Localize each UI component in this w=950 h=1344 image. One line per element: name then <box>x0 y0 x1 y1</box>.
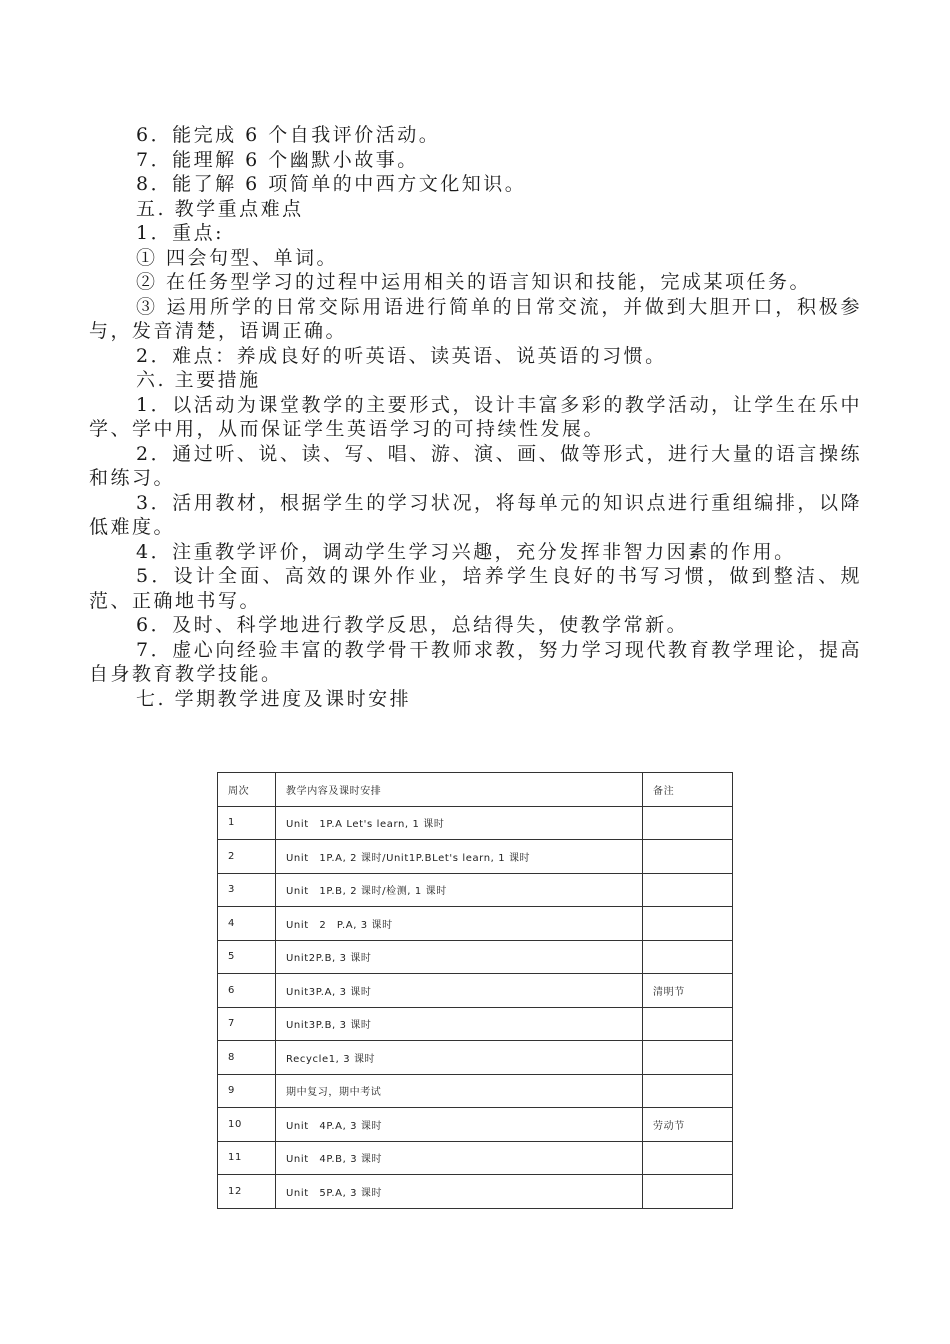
document-body <box>89 123 862 711</box>
schedule-table <box>217 772 733 1209</box>
cell-notes <box>643 840 733 874</box>
table-row <box>218 907 733 941</box>
cell-notes <box>643 1141 733 1175</box>
paragraph: 2．难点：养成良好的听英语、读英语、说英语的习惯。 <box>136 344 667 367</box>
cell-week: 10 <box>218 1108 276 1142</box>
cell-week: 3 <box>218 873 276 907</box>
cell-week: 1 <box>218 806 276 840</box>
cell-content: Unit3P.A, 3 课时 <box>276 974 643 1008</box>
cell-week: 5 <box>218 940 276 974</box>
paragraph: 7．虚心向经验丰富的教学骨干教师求教，努力学习现代教育教学理论，提高自身教育教学技能。 <box>89 638 862 685</box>
paragraph: 1．以活动为课堂教学的主要形式，设计丰富多彩的教学活动，让学生在乐中学、学中用，从而保证学生英语学习的可持续性发展。 <box>89 393 862 440</box>
table-row <box>218 873 733 907</box>
schedule-table-wrapper <box>217 772 733 1209</box>
table-row <box>218 1007 733 1041</box>
cell-content: Recycle1, 3 课时 <box>276 1041 643 1075</box>
paragraph: 1．重点: <box>136 222 224 244</box>
cell-week: 12 <box>218 1175 276 1209</box>
cell-notes <box>643 1041 733 1075</box>
cell-week: 6 <box>218 974 276 1008</box>
table-row <box>218 1175 733 1209</box>
cell-content: Unit 4P.A, 3 课时 <box>276 1108 643 1142</box>
header-notes: 备注 <box>643 773 733 807</box>
cell-week: 9 <box>218 1074 276 1108</box>
paragraph: 4．注重教学评价，调动学生学习兴趣，充分发挥非智力因素的作用。 <box>136 540 796 563</box>
cell-content: 期中复习，期中考试 <box>276 1074 643 1108</box>
section-heading: 五. 教学重点难点 <box>136 197 304 220</box>
paragraph: 6．及时、科学地进行教学反思，总结得失，使教学常新。 <box>136 614 689 636</box>
table-row <box>218 1108 733 1142</box>
paragraph: 6．能完成 6 个自我评价活动。 <box>136 124 441 146</box>
cell-week: 4 <box>218 907 276 941</box>
cell-week: 7 <box>218 1007 276 1041</box>
paragraph: ③ 运用所学的日常交际用语进行简单的日常交流，并做到大胆开口，积极参与，发音清楚，语调正确。 <box>89 295 862 342</box>
cell-notes <box>643 940 733 974</box>
cell-content: Unit 1P.A Let's learn, 1 课时 <box>276 806 643 840</box>
table-row <box>218 1041 733 1075</box>
cell-content: Unit 2 P.A, 3 课时 <box>276 907 643 941</box>
cell-notes <box>643 1007 733 1041</box>
header-content: 教学内容及课时安排 <box>276 773 643 807</box>
table-row <box>218 806 733 840</box>
table-row <box>218 1141 733 1175</box>
cell-content: Unit3P.B, 3 课时 <box>276 1007 643 1041</box>
header-week: 周次 <box>218 773 276 807</box>
cell-content: Unit 1P.A, 2 课时/Unit1P.BLet's learn, 1 课时 <box>276 840 643 874</box>
paragraph: 8．能了解 6 项简单的中西方文化知识。 <box>136 173 527 195</box>
cell-notes <box>643 1175 733 1209</box>
section-heading: 七. 学期教学进度及课时安排 <box>136 687 412 710</box>
paragraph: 3．活用教材，根据学生的学习状况，将每单元的知识点进行重组编排，以降低难度。 <box>89 491 862 538</box>
cell-content: Unit 5P.A, 3 课时 <box>276 1175 643 1209</box>
section-heading: 六. 主要措施 <box>136 369 261 391</box>
table-row <box>218 940 733 974</box>
cell-notes <box>643 907 733 941</box>
cell-week: 11 <box>218 1141 276 1175</box>
cell-content: Unit2P.B, 3 课时 <box>276 940 643 974</box>
cell-week: 8 <box>218 1041 276 1075</box>
table-row <box>218 974 733 1008</box>
paragraph: ① 四会句型、单词。 <box>136 246 339 269</box>
cell-notes: 清明节 <box>643 974 733 1008</box>
cell-notes <box>643 806 733 840</box>
cell-notes: 劳动节 <box>643 1108 733 1142</box>
cell-notes <box>643 1074 733 1108</box>
table-header-row <box>218 773 733 807</box>
paragraph: 2．通过听、说、读、写、唱、游、演、画、做等形式，进行大量的语言操练和练习。 <box>89 442 862 489</box>
table-row <box>218 840 733 874</box>
cell-content: Unit 4P.B, 3 课时 <box>276 1141 643 1175</box>
table-row <box>218 1074 733 1108</box>
paragraph: 7．能理解 6 个幽默小故事。 <box>136 148 419 171</box>
cell-notes <box>643 873 733 907</box>
cell-week: 2 <box>218 840 276 874</box>
paragraph: ② 在任务型学习的过程中运用相关的语言知识和技能，完成某项任务。 <box>136 271 812 293</box>
cell-content: Unit 1P.B, 2 课时/检测, 1 课时 <box>276 873 643 907</box>
paragraph: 5．设计全面、高效的课外作业，培养学生良好的书写习惯，做到整洁、规范、正确地书写。 <box>89 565 862 612</box>
